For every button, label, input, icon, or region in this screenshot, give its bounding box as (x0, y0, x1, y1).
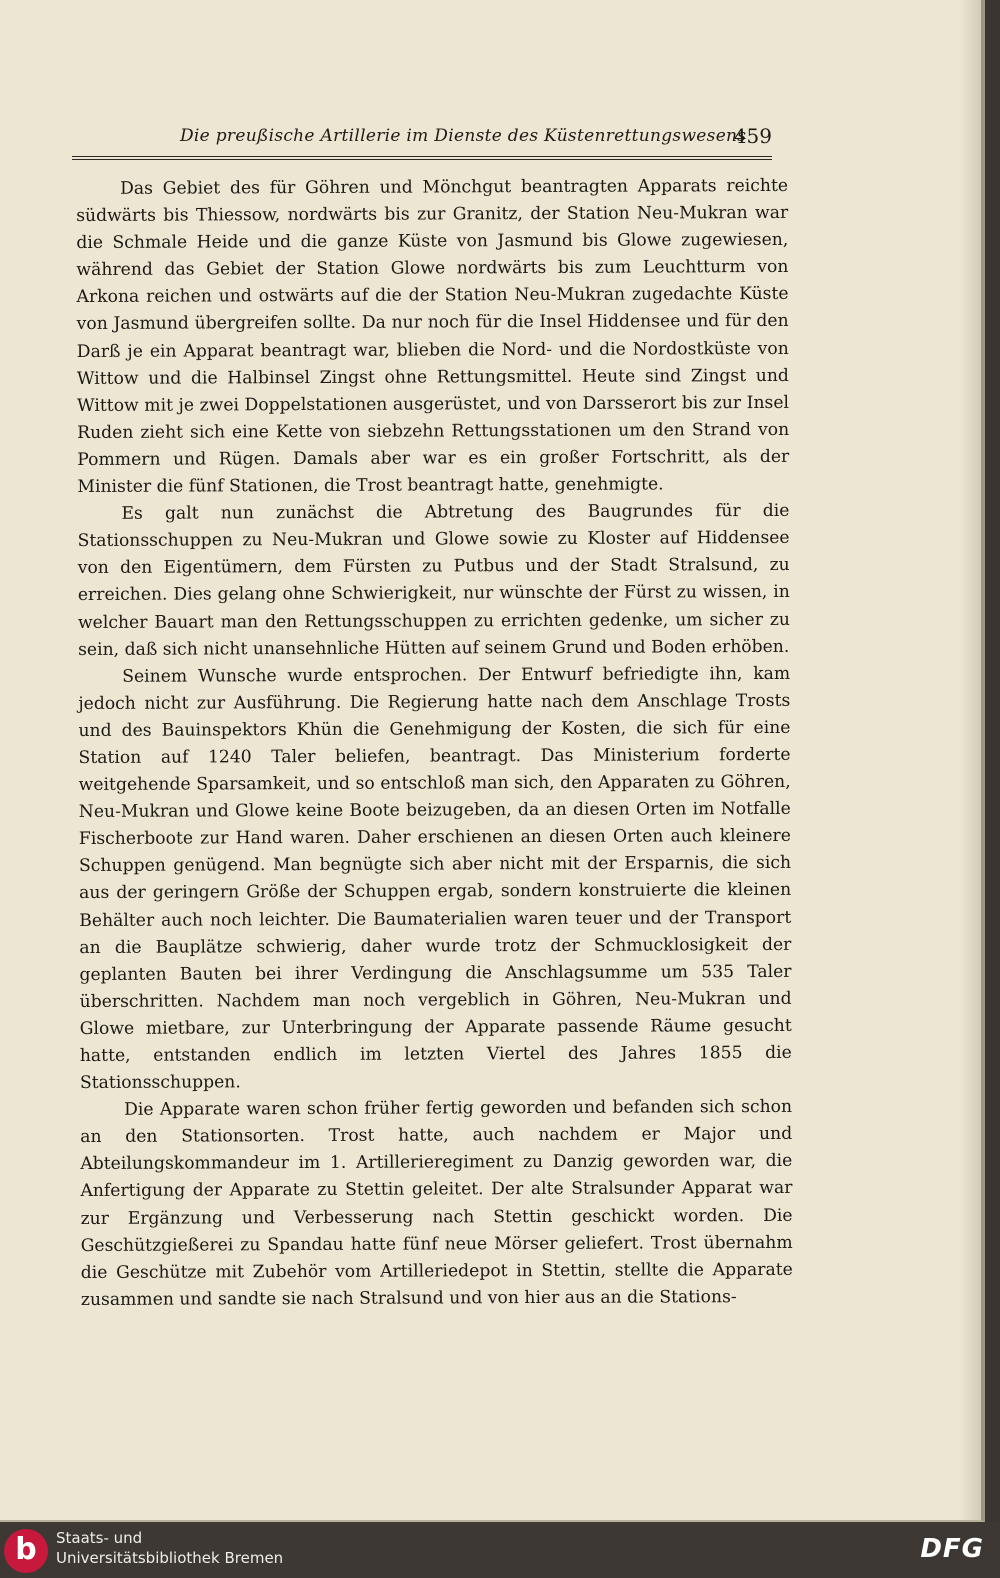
paragraph-3: Seinem Wunsche wurde entsprochen. Der Entwurf befriedigte ihn, kam jedoch nicht zur Ausführung. Die Regierung hatte nach dem Anschlage Trosts und des Bauinspektors Khün die Genehmigung der Kosten, die sich für eine Station auf 1240 Taler beliefen, beantragt. Das Ministerium forderte weitgehende Sparsamkeit, und so entschloß man sich, den Apparaten zu Göhren, Neu-Mukran und Glowe keine Boote beizugeben, da an diesen Orten im Notfalle Fischerboote zur Hand waren. Daher erschienen an diesen Orten auch kleinere Schuppen genügend. Man begnügte sich aber nicht mit der Ersparnis, die sich aus der geringern Größe der Schuppen ergab, sondern konstruierte die kleinen Behälter auch noch leichter. Die Baumaterialien waren teuer und der Transport an die Bauplätze schwierig, daher wurde trotz der Schmucklosigkeit der geplanten Bauten bei ihrer Verdingung die Anschlagsumme um 535 Taler überschritten. Nachdem man noch vergeblich in Göhren, Neu-Mukran und Glowe mietbare, zur Unterbringung der Apparate passende Räume gesucht hatte, entstanden endlich im letzten Viertel des Jahres 1855 die Stationsschuppen. (78, 663, 792, 1094)
running-title: Die preußische Artillerie im Dienste des Küstenrettungswesens (180, 126, 747, 146)
dfg-logo-icon[interactable]: DFG (920, 1534, 984, 1564)
paragraph-2: Es galt nun zunächst die Abtretung des Baugrundes für die Stationsschuppen zu Neu-Mukran und Glowe sowie zu Kloster auf Hiddensee von den Eigentümern, dem Fürsten zu Putbus und der Stadt Stralsund, zu erreichen. Dies gelang ohne Schwierigkeit, nur wünschte der Fürst zu wissen, in welcher Bauart man den Rettungsschuppen zu errichten gedenke, um sicher zu sein, daß sich nicht unansehnliche Hütten auf seinem Grund und Boden erhöben. (77, 501, 790, 660)
viewer-footer (0, 1522, 1000, 1578)
page-edge-shadow (959, 0, 981, 1520)
body-text (76, 173, 793, 1314)
library-name-line1[interactable]: Staats- und (56, 1529, 143, 1547)
page-number: 459 (733, 124, 772, 148)
paragraph-4: Die Apparate waren schon früher fertig geworden und befanden sich schon an den Stationsorten. Trost hatte, auch nachdem er Major und Abteilungskommandeur im 1. Artillerieregiment zu Danzig geworden war, die Anfertigung der Apparate zu Stettin geleitet. Der alte Stralsunder Apparat war zur Ergänzung und Verbesserung nach Stettin geschickt worden. Die Geschützgießerei zu Spandau hatte fünf neue Mörser geliefert. Trost übernahm die Geschütze mit Zubehör vom Artilleriedepot in Stettin, stellte die Apparate zusammen und sandte sie nach Stralsund und von hier aus an die Stations- (80, 1097, 793, 1310)
running-header (72, 120, 772, 157)
library-name-line2[interactable]: Universitätsbibliothek Bremen (56, 1549, 284, 1567)
paragraph-1: Das Gebiet des für Göhren und Mönchgut beantragten Apparats reichte südwärts bis Thiessow, nordwärts bis zur Granitz, der Station Neu-Mukran war die Schmale Heide und die ganze Küste von Jasmund bis Glowe zugewiesen, während das Gebiet der Station Glowe nordwärts bis zum Leuchtturm von Arkona reichen und ostwärts auf die der Station Neu-Mukran zugedachte Küste von Jasmund übergreifen sollte. Da nur noch für die Insel Hiddensee und für den Darß je ein Apparat beantragt war, blieben die Nord- und die Nordostküste von Wittow und die Halbinsel Zingst ohne Rettungsmittel. Heute sind Zingst und Wittow mit je zwei Doppelstationen ausgerüstet, und von Darsserort bis zur Insel Ruden zieht sich eine Kette von siebzehn Rettungsstationen um den Strand von Pommern und Rügen. Damals aber war es ein großer Fortschritt, als der Minister die fünf Stationen, die Trost beantragt hatte, genehmigte. (76, 175, 790, 498)
library-logo-icon[interactable]: b (4, 1529, 48, 1573)
